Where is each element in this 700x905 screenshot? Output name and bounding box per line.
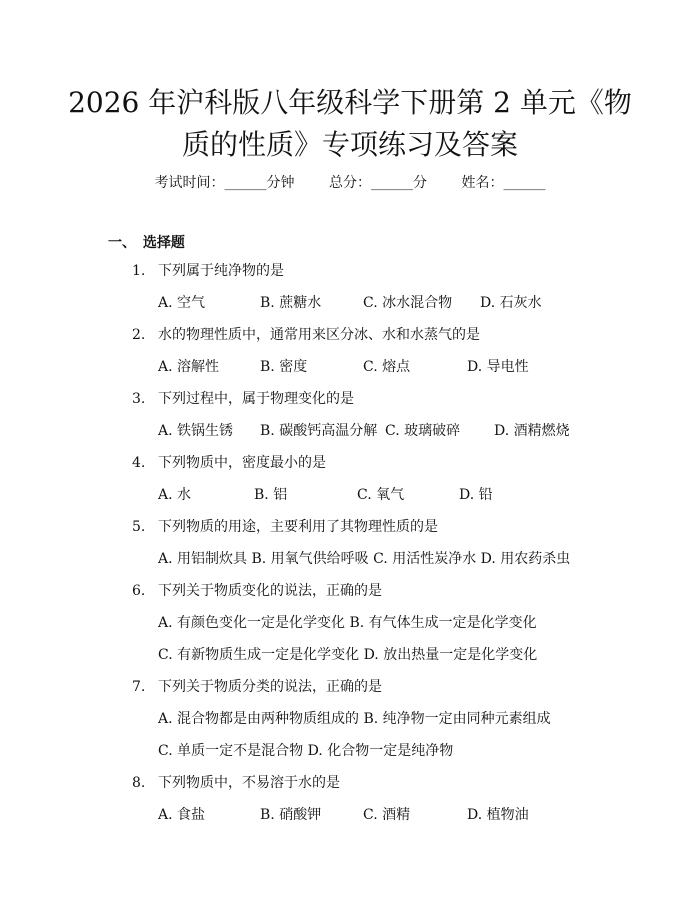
option-row: C. 有新物质生成一定是化学变化 D. 放出热量一定是化学变化 bbox=[158, 647, 538, 663]
option: D. 铅 bbox=[459, 487, 493, 503]
option: D. 导电性 bbox=[467, 359, 529, 375]
title-line-2: 质的性质》专项练习及答案 bbox=[181, 128, 518, 161]
score-label: 总分：______分 bbox=[329, 175, 427, 191]
option: C. 冰水混合物 bbox=[363, 295, 453, 311]
section-number: 一、 bbox=[108, 235, 136, 251]
option-row: A. 有颜色变化一定是化学变化 B. 有气体生成一定是化学变化 bbox=[158, 615, 537, 631]
option: C. 玻璃破碎 bbox=[385, 423, 461, 439]
option: B. 密度 bbox=[260, 359, 308, 375]
option: C. 氧气 bbox=[357, 487, 405, 503]
option-row: A. 混合物都是由两种物质组成的 B. 纯净物一定由同种元素组成 bbox=[158, 711, 551, 727]
question-number: 7. bbox=[132, 679, 146, 695]
option: D. 石灰水 bbox=[480, 295, 542, 311]
option: B. 铝 bbox=[254, 487, 288, 503]
question-number: 4. bbox=[132, 455, 146, 471]
question-number: 2. bbox=[132, 327, 146, 343]
question-number: 5. bbox=[132, 519, 146, 535]
option-row: C. 单质一定不是混合物 D. 化合物一定是纯净物 bbox=[158, 743, 454, 759]
option: A. 铁锅生锈 bbox=[158, 423, 234, 439]
section-title: 选择题 bbox=[142, 235, 185, 251]
question-text: 下列物质中，不易溶于水的是 bbox=[158, 775, 340, 791]
option: A. 溶解性 bbox=[158, 359, 220, 375]
question-text: 下列物质的用途，主要利用了其物理性质的是 bbox=[158, 519, 438, 535]
option: C. 熔点 bbox=[363, 359, 411, 375]
option: A. 食盐 bbox=[158, 807, 206, 823]
exam-info bbox=[0, 172, 700, 192]
document-title bbox=[60, 82, 640, 166]
question-number: 8. bbox=[132, 775, 146, 791]
option: A. 空气 bbox=[158, 295, 206, 311]
option-row: A. 用铝制炊具 B. 用氧气供给呼吸 C. 用活性炭净水 D. 用农药杀虫 bbox=[158, 551, 571, 567]
question-text: 下列物质中，密度最小的是 bbox=[158, 455, 326, 471]
question-text: 下列关于物质分类的说法，正确的是 bbox=[158, 679, 382, 695]
question-number: 6. bbox=[132, 583, 146, 599]
question-text: 下列属于纯净物的是 bbox=[158, 263, 284, 279]
option: D. 酒精燃烧 bbox=[494, 423, 570, 439]
time-label: 考试时间：______分钟 bbox=[154, 175, 295, 191]
option: A. 水 bbox=[158, 487, 192, 503]
question-number: 3. bbox=[132, 391, 146, 407]
section-heading bbox=[108, 232, 185, 252]
option: B. 碳酸钙高温分解 bbox=[260, 423, 378, 439]
question-text: 水的物理性质中，通常用来区分冰、水和水蒸气的是 bbox=[158, 327, 480, 343]
title-line-1: 2026 年沪科版八年级科学下册第 2 单元《物 bbox=[68, 86, 632, 119]
option: D. 植物油 bbox=[467, 807, 529, 823]
option: B. 蔗糖水 bbox=[260, 295, 322, 311]
question-text: 下列过程中，属于物理变化的是 bbox=[158, 391, 354, 407]
option: C. 酒精 bbox=[363, 807, 411, 823]
name-label: 姓名：______ bbox=[461, 175, 546, 191]
question-number: 1. bbox=[132, 263, 146, 279]
option: B. 硝酸钾 bbox=[260, 807, 322, 823]
question-text: 下列关于物质变化的说法，正确的是 bbox=[158, 583, 382, 599]
